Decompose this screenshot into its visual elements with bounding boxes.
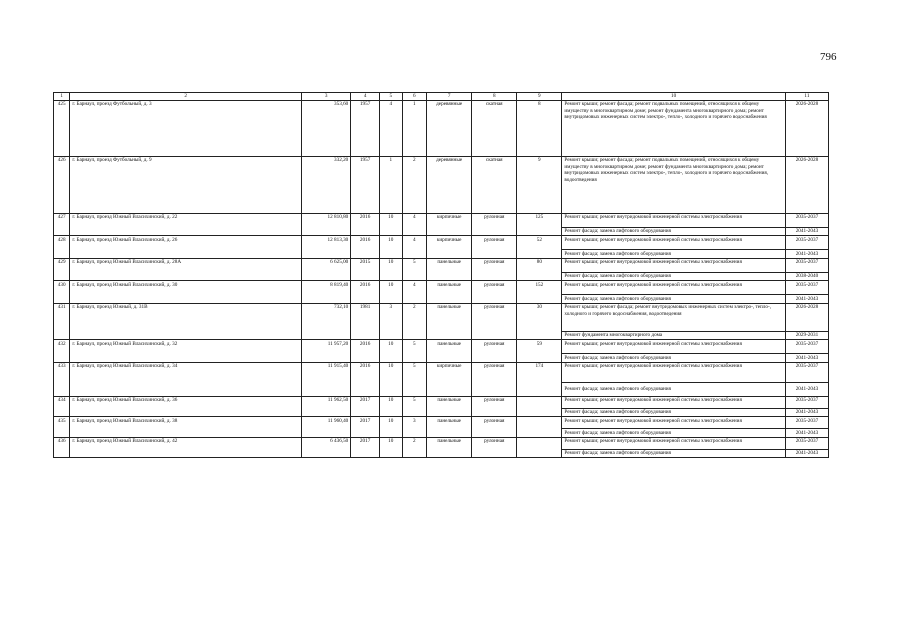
works-cell: Ремонт фундамента многоквартирного дома — [562, 331, 785, 340]
floors-cell: 10 — [379, 362, 402, 396]
floors-cell: 10 — [379, 236, 402, 259]
entrances-cell: 2 — [402, 303, 427, 340]
year-cell: 2017 — [351, 396, 380, 417]
walls-cell: кирпичные — [427, 236, 472, 259]
entrances-cell: 1 — [402, 100, 427, 156]
column-header: 6 — [402, 93, 427, 101]
table-row — [54, 100, 829, 156]
works-cell: Ремонт крыши; ремонт фасада; ремонт подвальных помещений, относящихся к общему имуществу в многоквартирном доме; ремонт фундамента многоквартирного дома; ремонт внутридомовых инженерных систем электро-, тепло-, холодного и горячего водоснабжения, водоотведения — [562, 156, 785, 213]
row-number: 432 — [54, 340, 70, 363]
period-cell: 2035-2037 — [785, 417, 828, 429]
year-cell: 2017 — [351, 417, 380, 438]
period-cell: 2026-2028 — [785, 303, 828, 331]
address-cell: г. Барнаул, проезд Южный Власихинский, д. 22 — [70, 213, 302, 236]
row-number: 425 — [54, 100, 70, 156]
apartments-cell — [517, 437, 562, 458]
capital-repair-table — [53, 92, 829, 458]
entrances-cell: 5 — [402, 362, 427, 396]
entrances-cell: 4 — [402, 213, 427, 236]
walls-cell: панельные — [427, 417, 472, 438]
column-header: 5 — [379, 93, 402, 101]
period-cell: 2035-2037 — [785, 437, 828, 449]
roof-cell: рулонная — [472, 362, 517, 396]
floors-cell: 10 — [379, 340, 402, 363]
roof-cell: рулонная — [472, 303, 517, 340]
works-cell: Ремонт крыши; ремонт внутридомовой инженерной системы электроснабжения — [562, 340, 785, 354]
area-cell: 11 960,40 — [302, 417, 351, 438]
row-number: 434 — [54, 396, 70, 417]
table-row — [54, 417, 829, 429]
works-cell: Ремонт крыши; ремонт фасада; ремонт внутридомовых инженерных систем электро-, тепло-, холодного и горячего водоснабжения, водоотведения — [562, 303, 785, 331]
entrances-cell: 5 — [402, 258, 427, 281]
floors-cell: 10 — [379, 396, 402, 417]
row-number: 431 — [54, 303, 70, 340]
floors-cell: 10 — [379, 437, 402, 458]
apartments-cell: 30 — [517, 303, 562, 340]
works-cell: Ремонт крыши; ремонт внутридомовой инженерной системы электроснабжения — [562, 213, 785, 227]
year-cell: 2016 — [351, 213, 380, 236]
period-cell: 2026-2028 — [785, 100, 828, 156]
works-cell: Ремонт крыши; ремонт внутридомовой инженерной системы электроснабжения — [562, 417, 785, 429]
page-number: 796 — [820, 51, 837, 63]
period-cell: 2041-2043 — [785, 227, 828, 236]
entrances-cell: 4 — [402, 281, 427, 304]
address-cell: г. Барнаул, проезд Южный Власихинский, д. 36 — [70, 396, 302, 417]
works-cell: Ремонт фасада; замена лифтового оборудования — [562, 449, 785, 458]
apartments-cell: 9 — [517, 156, 562, 213]
row-number: 429 — [54, 258, 70, 281]
area-cell: 11 962,50 — [302, 396, 351, 417]
table-row — [54, 258, 829, 272]
year-cell: 1957 — [351, 100, 380, 156]
entrances-cell: 5 — [402, 340, 427, 363]
period-cell: 2035-2037 — [785, 396, 828, 408]
period-cell: 2041-2043 — [785, 354, 828, 363]
roof-cell: скатная — [472, 156, 517, 213]
apartments-cell: 80 — [517, 258, 562, 281]
column-header: 8 — [472, 93, 517, 101]
address-cell: г. Барнаул, проезд Футбольный, д. 9 — [70, 156, 302, 213]
year-cell: 2015 — [351, 258, 380, 281]
row-number: 435 — [54, 417, 70, 438]
table-row — [54, 437, 829, 449]
table-row — [54, 213, 829, 227]
table-row — [54, 156, 829, 213]
column-header: 7 — [427, 93, 472, 101]
works-cell: Ремонт крыши; ремонт внутридомовой инженерной системы электроснабжения — [562, 236, 785, 250]
period-cell: 2035-2037 — [785, 213, 828, 227]
works-cell: Ремонт крыши; ремонт внутридомовой инженерной системы электроснабжения — [562, 437, 785, 449]
floors-cell: 10 — [379, 417, 402, 438]
works-cell: Ремонт фасада; замена лифтового оборудования — [562, 250, 785, 259]
table-row — [54, 362, 829, 382]
roof-cell: рулонная — [472, 258, 517, 281]
column-number-row — [54, 93, 829, 101]
address-cell: г. Барнаул, проезд Южный Власихинский, д. 32 — [70, 340, 302, 363]
works-cell: Ремонт фасада; замена лифтового оборудования — [562, 429, 785, 438]
address-cell: г. Барнаул, проезд Южный, д. 31В — [70, 303, 302, 340]
row-number: 427 — [54, 213, 70, 236]
walls-cell: кирпичные — [427, 213, 472, 236]
column-header: 4 — [351, 93, 380, 101]
column-header: 11 — [785, 93, 828, 101]
year-cell: 2016 — [351, 340, 380, 363]
area-cell: 353,60 — [302, 100, 351, 156]
walls-cell: панельные — [427, 437, 472, 458]
area-cell: 6 436,50 — [302, 437, 351, 458]
area-cell: 11 915,40 — [302, 362, 351, 396]
period-cell: 2035-2037 — [785, 362, 828, 382]
period-cell: 2035-2037 — [785, 281, 828, 295]
apartments-cell — [517, 417, 562, 438]
entrances-cell: 5 — [402, 396, 427, 417]
works-cell: Ремонт крыши; ремонт фасада; ремонт подвальных помещений, относящихся к общему имуществу в многоквартирном доме; ремонт фундамента многоквартирного дома; ремонт внутридомовых инженерных систем электро-, тепло-, холодного и горячего водоснабжения — [562, 100, 785, 156]
works-cell: Ремонт крыши; ремонт внутридомовой инженерной системы электроснабжения — [562, 258, 785, 272]
apartments-cell: 59 — [517, 340, 562, 363]
apartments-cell: 8 — [517, 100, 562, 156]
row-number: 436 — [54, 437, 70, 458]
walls-cell: панельные — [427, 340, 472, 363]
table-row — [54, 236, 829, 250]
table-row — [54, 340, 829, 354]
walls-cell: панельные — [427, 303, 472, 340]
walls-cell: панельные — [427, 281, 472, 304]
floors-cell: 1 — [379, 156, 402, 213]
period-cell: 2041-2043 — [785, 429, 828, 438]
year-cell: 1981 — [351, 303, 380, 340]
row-number: 428 — [54, 236, 70, 259]
area-cell: 12 813,30 — [302, 236, 351, 259]
area-cell: 6 625,00 — [302, 258, 351, 281]
roof-cell: рулонная — [472, 340, 517, 363]
year-cell: 2016 — [351, 362, 380, 396]
period-cell: 2038-2040 — [785, 272, 828, 281]
entrances-cell: 2 — [402, 156, 427, 213]
year-cell: 2016 — [351, 236, 380, 259]
apartments-cell — [517, 396, 562, 417]
column-header: 1 — [54, 93, 70, 101]
period-cell: 2041-2043 — [785, 449, 828, 458]
address-cell: г. Барнаул, проезд Южный Власихинский, д. 28А — [70, 258, 302, 281]
floors-cell: 4 — [379, 100, 402, 156]
walls-cell: деревянные — [427, 100, 472, 156]
works-cell: Ремонт крыши; ремонт внутридомовой инженерной системы электроснабжения — [562, 396, 785, 408]
table-row — [54, 281, 829, 295]
roof-cell: рулонная — [472, 437, 517, 458]
roof-cell: рулонная — [472, 236, 517, 259]
table-row — [54, 396, 829, 408]
year-cell: 2016 — [351, 281, 380, 304]
works-cell: Ремонт фасада; замена лифтового оборудования — [562, 382, 785, 396]
area-cell: 8 819,40 — [302, 281, 351, 304]
roof-cell: скатная — [472, 100, 517, 156]
works-cell: Ремонт крыши; ремонт внутридомовой инженерной системы электроснабжения — [562, 362, 785, 382]
floors-cell: 10 — [379, 258, 402, 281]
walls-cell: панельные — [427, 396, 472, 417]
period-cell: 2041-2043 — [785, 408, 828, 417]
row-number: 426 — [54, 156, 70, 213]
works-cell: Ремонт фасада; замена лифтового оборудования — [562, 408, 785, 417]
roof-cell: рулонная — [472, 281, 517, 304]
area-cell: 11 957,20 — [302, 340, 351, 363]
period-cell: 2041-2043 — [785, 382, 828, 396]
address-cell: г. Барнаул, проезд Южный Власихинский, д. 26 — [70, 236, 302, 259]
floors-cell: 10 — [379, 213, 402, 236]
address-cell: г. Барнаул, проезд Южный Власихинский, д. 30 — [70, 281, 302, 304]
period-cell: 2026-2028 — [785, 156, 828, 213]
roof-cell: рулонная — [472, 417, 517, 438]
apartments-cell: 125 — [517, 213, 562, 236]
year-cell: 1957 — [351, 156, 380, 213]
works-cell: Ремонт фасада; замена лифтового оборудования — [562, 227, 785, 236]
roof-cell: рулонная — [472, 396, 517, 417]
walls-cell: панельные — [427, 258, 472, 281]
walls-cell: кирпичные — [427, 362, 472, 396]
apartments-cell: 152 — [517, 281, 562, 304]
period-cell: 2041-2043 — [785, 250, 828, 259]
table-body — [54, 100, 829, 458]
entrances-cell: 2 — [402, 437, 427, 458]
column-header: 9 — [517, 93, 562, 101]
apartments-cell: 174 — [517, 362, 562, 396]
area-cell: 332,20 — [302, 156, 351, 213]
address-cell: г. Барнаул, проезд Футбольный, д. 3 — [70, 100, 302, 156]
address-cell: г. Барнаул, проезд Южный Власихинский, д. 42 — [70, 437, 302, 458]
address-cell: г. Барнаул, проезд Южный Власихинский, д. 38 — [70, 417, 302, 438]
row-number: 433 — [54, 362, 70, 396]
table-row — [54, 303, 829, 331]
period-cell: 2035-2037 — [785, 258, 828, 272]
period-cell: 2041-2043 — [785, 295, 828, 304]
works-cell: Ремонт фасада; замена лифтового оборудования — [562, 295, 785, 304]
works-cell: Ремонт крыши; ремонт внутридомовой инженерной системы электроснабжения — [562, 281, 785, 295]
works-cell: Ремонт фасада; замена лифтового оборудования — [562, 354, 785, 363]
column-header: 3 — [302, 93, 351, 101]
area-cell: 12 810,80 — [302, 213, 351, 236]
period-cell: 2035-2037 — [785, 340, 828, 354]
row-number: 430 — [54, 281, 70, 304]
entrances-cell: 3 — [402, 417, 427, 438]
entrances-cell: 4 — [402, 236, 427, 259]
floors-cell: 10 — [379, 281, 402, 304]
apartments-cell: 52 — [517, 236, 562, 259]
works-cell: Ремонт фасада; замена лифтового оборудования — [562, 272, 785, 281]
floors-cell: 3 — [379, 303, 402, 340]
year-cell: 2017 — [351, 437, 380, 458]
period-cell: 2029-2031 — [785, 331, 828, 340]
column-header: 10 — [562, 93, 785, 101]
area-cell: 732,10 — [302, 303, 351, 340]
period-cell: 2035-2037 — [785, 236, 828, 250]
walls-cell: деревянные — [427, 156, 472, 213]
column-header: 2 — [70, 93, 302, 101]
roof-cell: рулонная — [472, 213, 517, 236]
address-cell: г. Барнаул, проезд Южный Власихинский, д. 34 — [70, 362, 302, 396]
